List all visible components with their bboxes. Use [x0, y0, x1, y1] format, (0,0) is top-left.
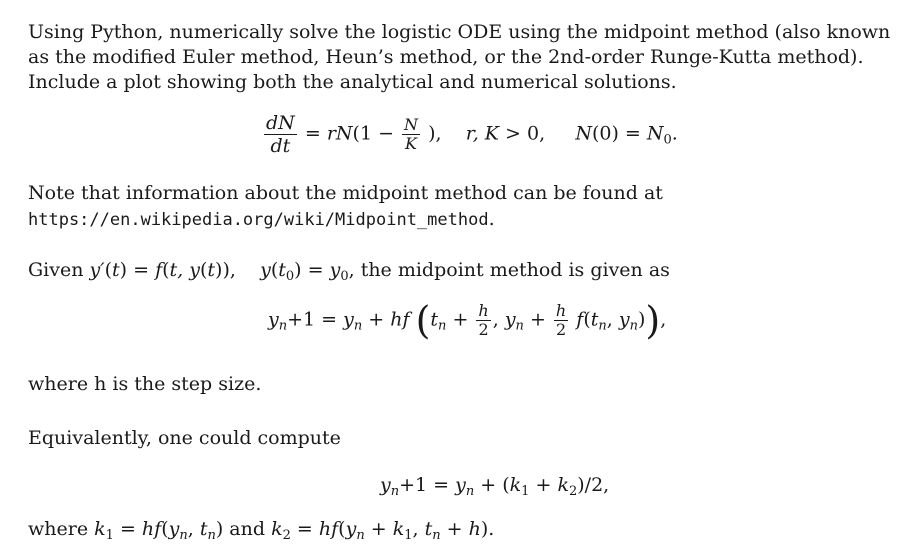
- where-k-prefix: where: [28, 518, 95, 540]
- note-prefix: Note that information about the midpoint method can be found at: [28, 182, 663, 204]
- logistic-ode-equation: $\frac{dN}{dt}$ = rN(1 − $\frac{N}{K}$ ), r, K > 0, $N(0) = N_0$.: [266, 112, 678, 157]
- where-h-text: where h is the step size.: [28, 373, 262, 395]
- where-k-and: and: [223, 518, 272, 540]
- given-line: Given y′(t) = f(t, y(t)), $y(t_0) = y_0$, the midpoint method is given as: [28, 259, 670, 284]
- equivalently-text: Equivalently, one could compute: [28, 427, 341, 449]
- where-h-line: [28, 372, 898, 397]
- problem-intro-text: Using Python, numerically solve the logistic ODE using the midpoint method (also known as the modified Euler method, Heun’s method, or the 2nd-order Runge-Kutta method). Include a plot showing both the analytical and numerical solutions.: [28, 21, 891, 93]
- equivalently-line: [28, 426, 898, 451]
- given-text: the midpoint method is given as: [360, 259, 670, 281]
- where-k-line: where $k_1 = hf(y_n$, $t_n$) and $k_2 = hf(y_n + k_1$, $t_n + h$).: [28, 518, 495, 543]
- midpoint-method-link[interactable]: https://en.wikipedia.org/wiki/Midpoint_method: [28, 210, 489, 230]
- note-paragraph: [28, 180, 898, 233]
- problem-statement: [28, 20, 898, 95]
- midpoint-formula: $y_n+1 = y_n$ + hf ($t_n$ + $\frac{h}{2}$ , $y_n$ + $\frac{h}{2}$ $f(t_n$, $y_n$)),: [268, 298, 667, 343]
- rk2-formula: $y_n+1 = y_n + (k_1 + k_2)/2$,: [380, 474, 610, 499]
- note-suffix: .: [488, 208, 495, 230]
